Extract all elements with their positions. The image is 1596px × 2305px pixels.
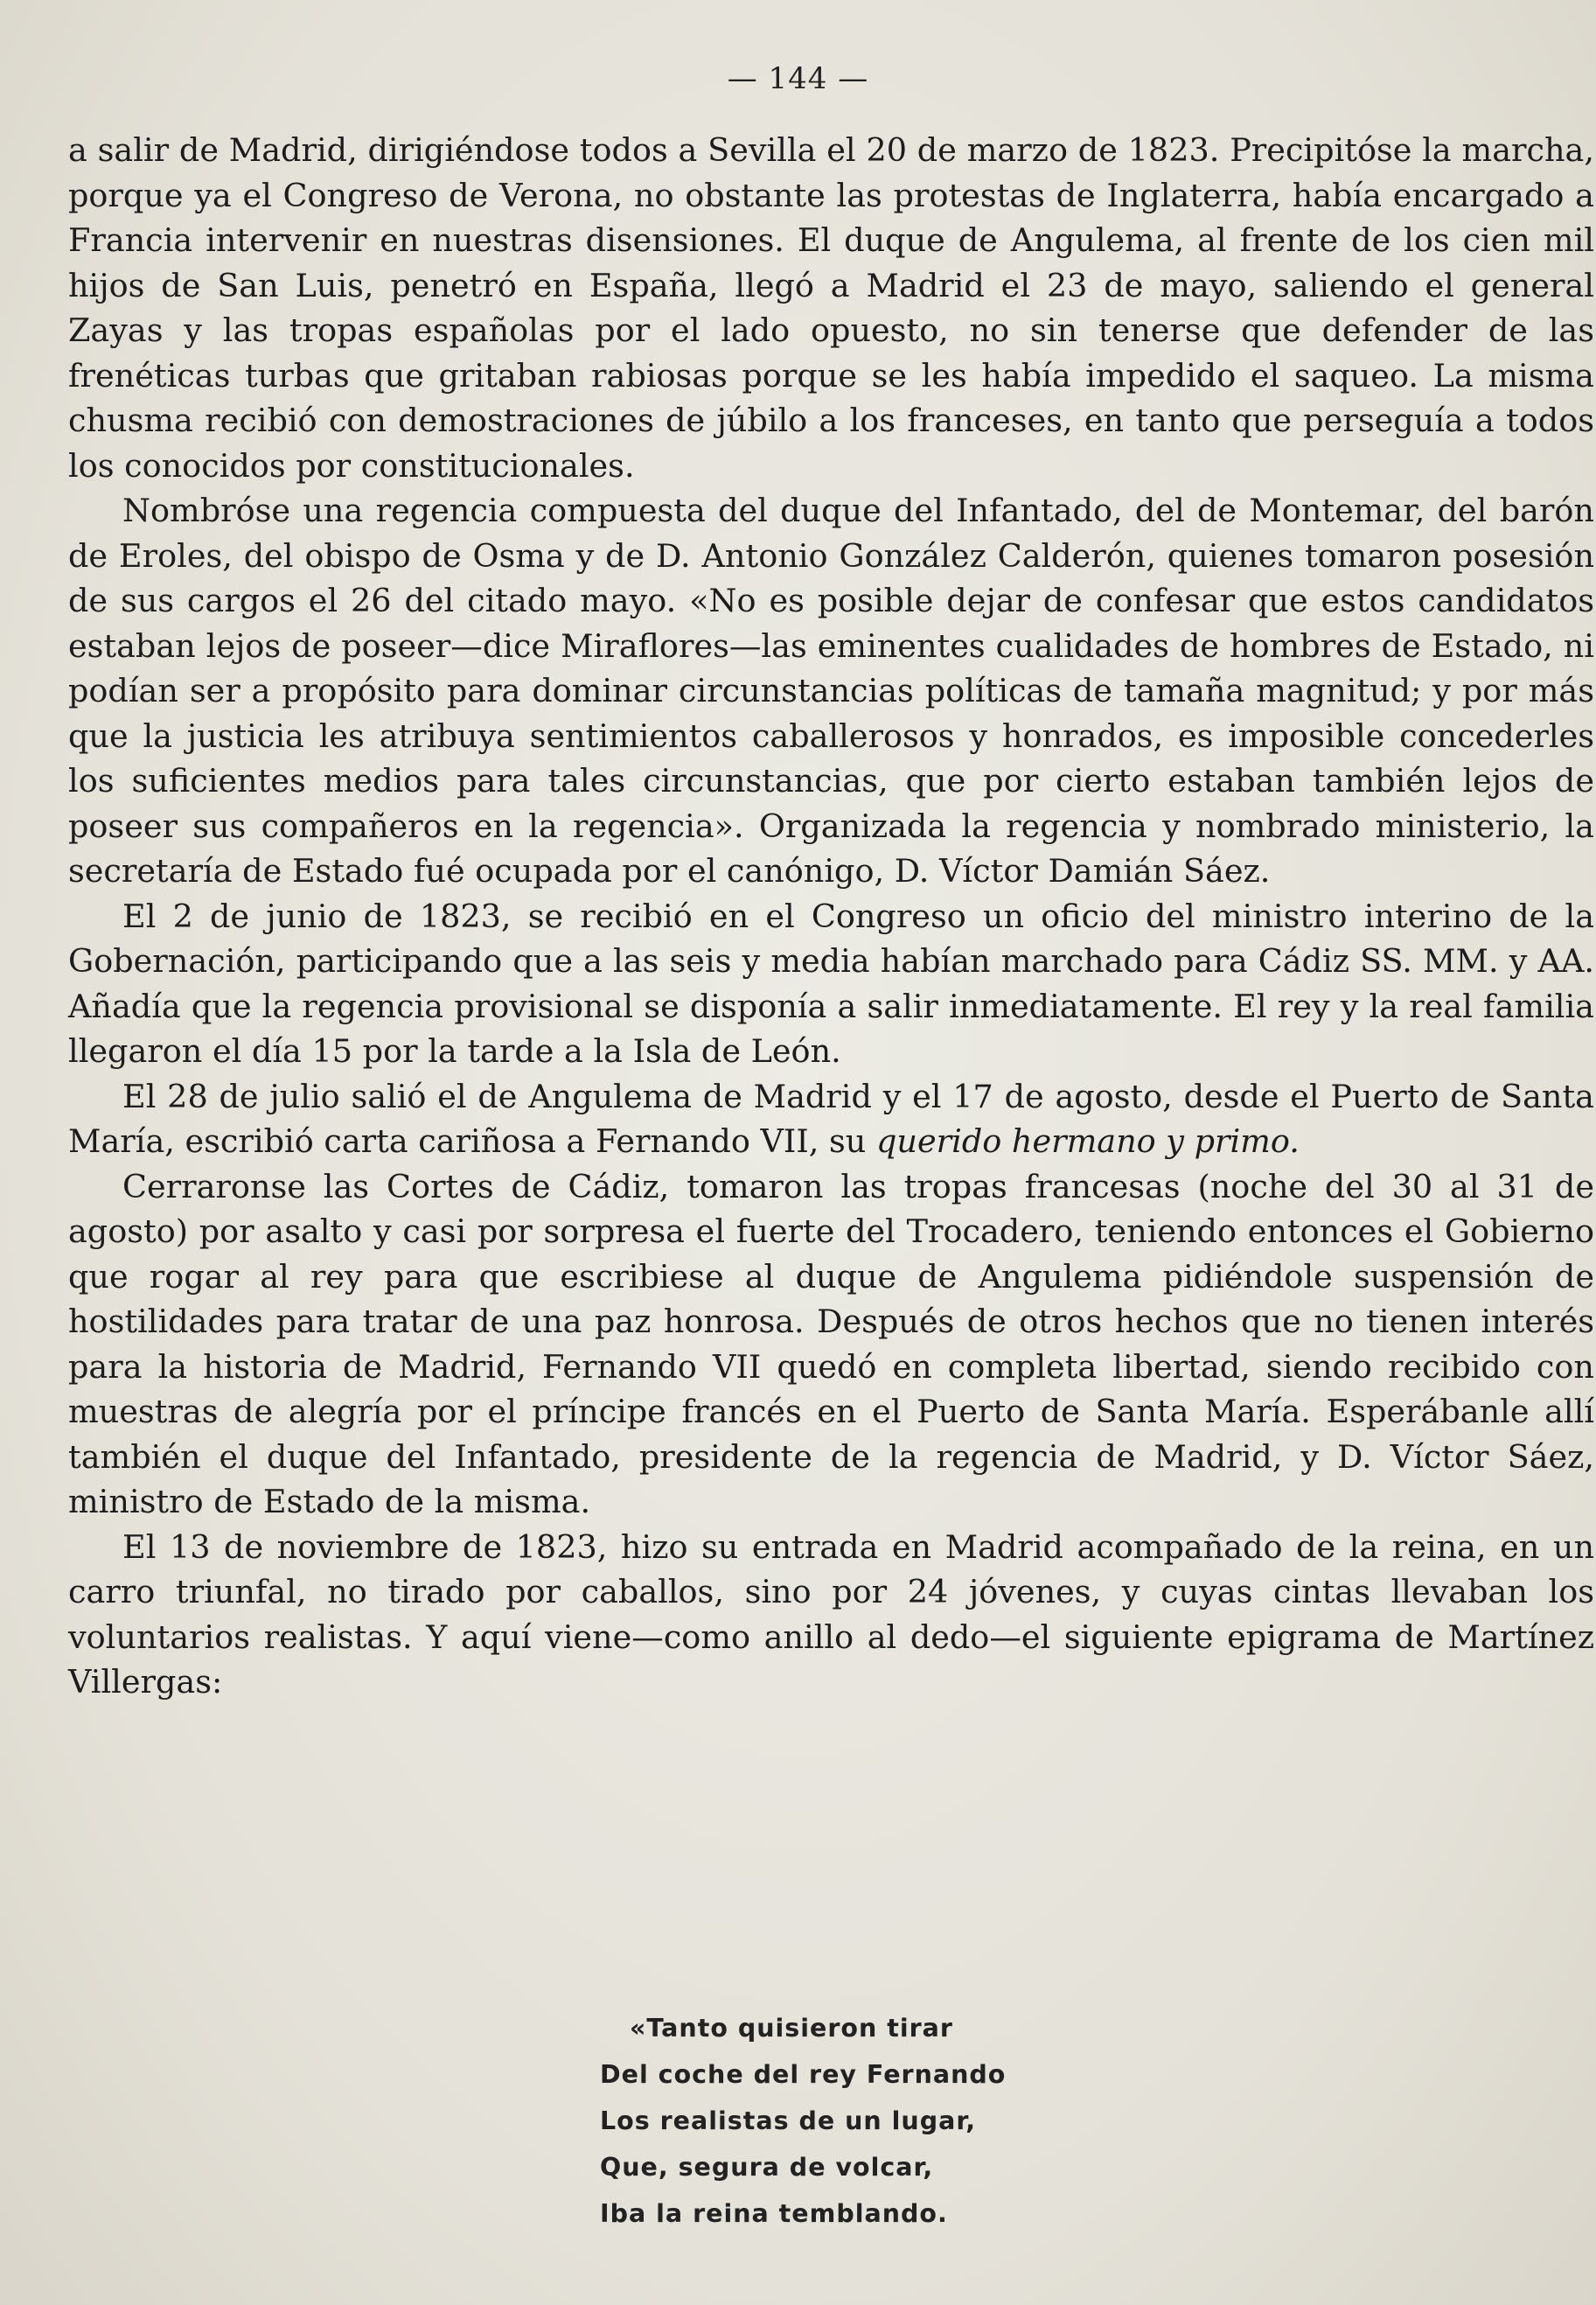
- poem-line-3: Los realistas de un lugar,: [600, 2106, 977, 2135]
- paragraph-2: Nombróse una regencia compuesta del duque del Infantado, del de Montemar, del barón de Eroles, del obispo de Osma y de D. Antonio González Calderón, quienes tomaron posesión de sus cargos el 26 del citado mayo. «No es posible dejar de confesar que estos candidatos estaban lejos de poseer—dice Miraflores—las eminentes cualidades de hombres de Estado, ni podían ser a propósito para dominar circunstancias políticas de tamaña magnitud; y por más que la justicia les atribuya sentimientos caballerosos y honrados, es imposible concederles los suficientes medios para tales circunstancias, que por cierto estaban también lejos de poseer sus compañeros en la regencia». Organizada la regencia y nombrado ministerio, la secretaría de Estado fué ocupada por el canónigo, D. Víctor Damián Sáez.: [68, 492, 1594, 890]
- paragraph-4-italic: querido hermano y primo.: [876, 1122, 1300, 1160]
- paragraph-4-text: El 28 de julio salió el de Angulema de Madrid y el 17 de agosto, desde el Puerto de Santa María, escribió carta cariñosa a Fernando VII, su: [68, 1077, 1594, 1160]
- body-text: [68, 128, 1594, 1705]
- poem-line-1: «Tanto quisieron tirar: [630, 2014, 953, 2043]
- poem-line-4: Que, segura de volcar,: [600, 2153, 934, 2182]
- paragraph-1: a salir de Madrid, dirigiéndose todos a Sevilla el 20 de marzo de 1823. Precipitóse la marcha, porque ya el Congreso de Verona, no obstante las protestas de Inglaterra, había encargado a Francia intervenir en nuestras disensiones. El duque de Angulema, al frente de los cien mil hijos de San Luis, penetró en España, llegó a Madrid el 23 de mayo, saliendo el general Zayas y las tropas españolas por el lado opuesto, no sin tenerse que defender de las frenéticas turbas que gritaban rabiosas porque se les había impedido el saqueo. La misma chusma recibió con demostraciones de júbilo a los franceses, en tanto que perseguía a todos los conocidos por constitucionales.: [68, 131, 1594, 485]
- poem-line-5: Iba la reina temblando.: [600, 2199, 948, 2228]
- paragraph-6: El 13 de noviembre de 1823, hizo su entrada en Madrid acompañado de la reina, en un carro triunfal, no tirado por caballos, sino por 24 jóvenes, y cuyas cintas llevaban los voluntarios realistas. Y aquí viene—como anillo al dedo—el siguiente epigrama de Martínez Villergas:: [68, 1527, 1594, 1701]
- page-number: — 144 —: [727, 61, 869, 96]
- poem-line-2: Del coche del rey Fernando: [600, 2060, 1007, 2089]
- paragraph-4: [68, 1074, 1594, 1164]
- epigram-poem: [600, 2005, 1006, 2237]
- paragraph-5: Cerraronse las Cortes de Cádiz, tomaron las tropas francesas (noche del 30 al 31 de agosto) por asalto y casi por sorpresa el fuerte del Trocadero, teniendo entonces el Gobierno que rogar al rey para que escribiese al duque de Angulema pidiéndole suspensión de hostilidades para tratar de una paz honrosa. Después de otros hechos que no tienen interés para la historia de Madrid, Fernando VII quedó en completa libertad, siendo recibido con muestras de alegría por el príncipe francés en el Puerto de Santa María. Esperábanle allí también el duque del Infantado, presidente de la regencia de Madrid, y D. Víctor Sáez, ministro de Estado de la misma.: [68, 1167, 1594, 1520]
- paragraph-3: El 2 de junio de 1823, se recibió en el Congreso un oficio del ministro interino de la Gobernación, participando que a las seis y media habían marchado para Cádiz SS. MM. y AA. Añadía que la regencia provisional se disponía a salir inmediatamente. El rey y la real familia llegaron el día 15 por la tarde a la Isla de León.: [68, 897, 1594, 1070]
